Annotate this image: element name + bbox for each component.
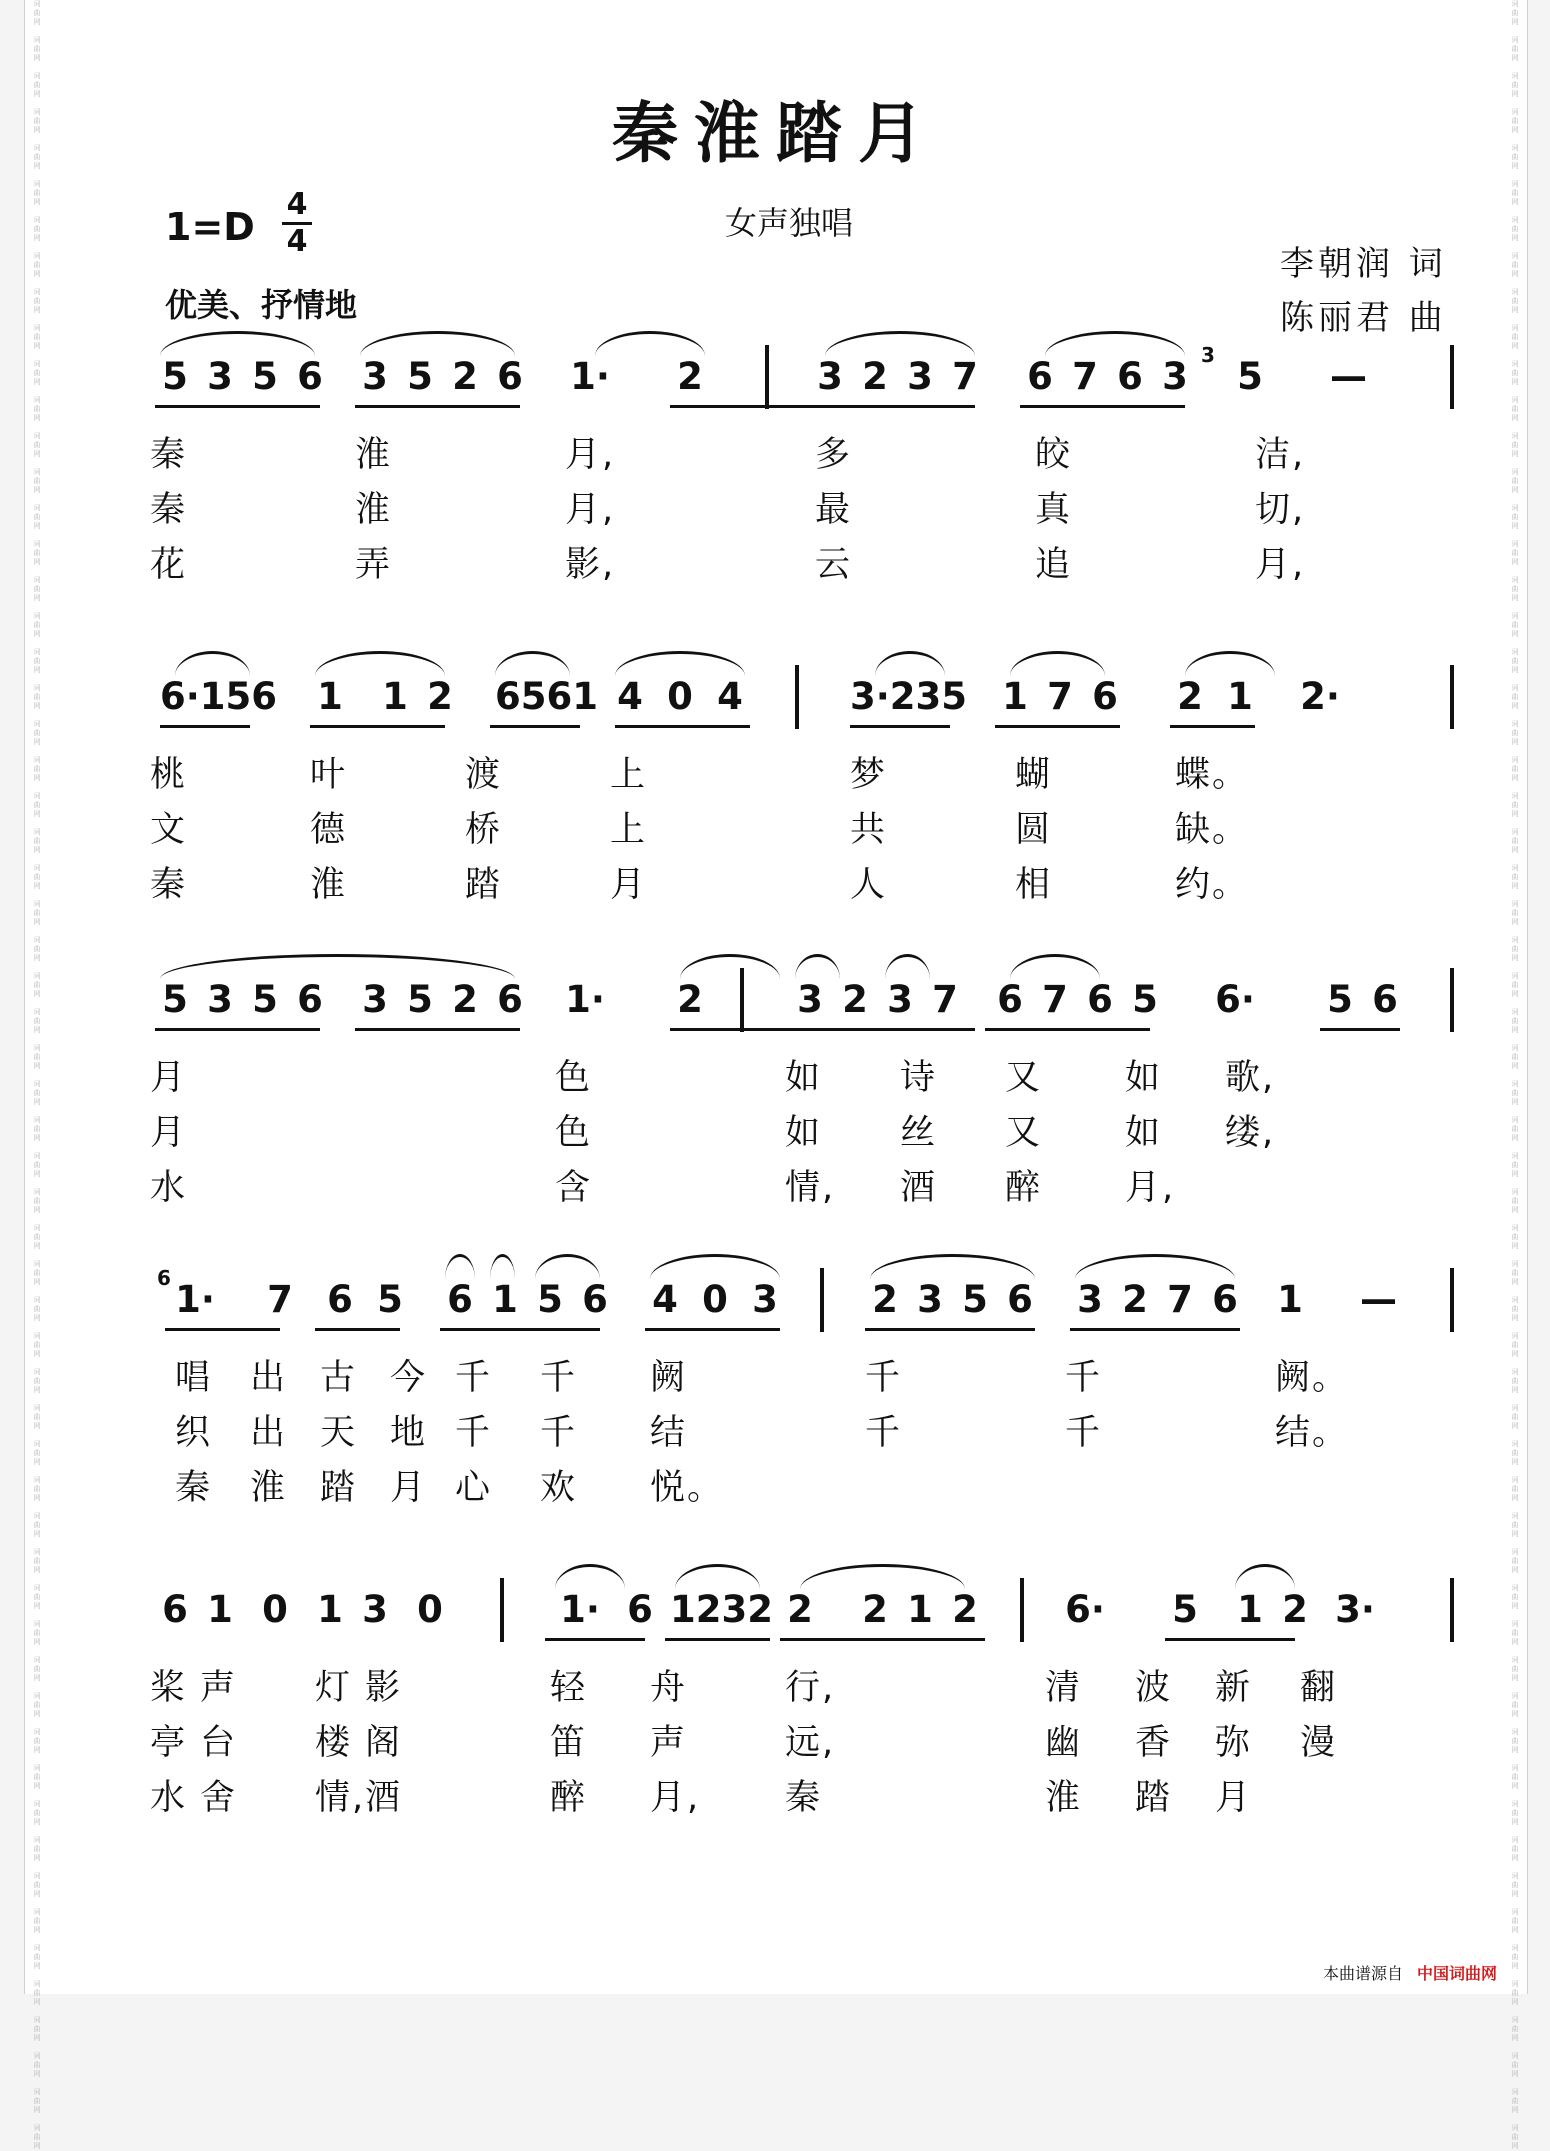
note: 3	[362, 355, 388, 398]
lyric-syllable: 秦	[150, 490, 188, 530]
lyric-syllable: 月	[390, 1468, 428, 1508]
lyric-syllable: 丝	[900, 1113, 938, 1153]
note: 6	[327, 1278, 353, 1321]
note: 7	[1167, 1278, 1193, 1321]
note: 1	[1237, 1588, 1263, 1631]
lyric-syllable: 波	[1135, 1668, 1173, 1708]
lyric-syllable: 水	[150, 1168, 188, 1208]
lyric-syllable: 千	[865, 1358, 903, 1398]
slur-mark	[795, 954, 840, 979]
slur-mark	[800, 1564, 965, 1589]
slur-mark	[160, 331, 315, 356]
beam-line	[155, 1028, 320, 1031]
note: 3·	[1335, 1588, 1375, 1631]
note: 3	[362, 1588, 388, 1631]
beam-line	[670, 405, 975, 408]
lyric-syllable: 月	[610, 865, 648, 905]
note: 6	[1027, 355, 1053, 398]
lyric-syllable: 出	[250, 1358, 288, 1398]
lyric-syllable: 文	[150, 810, 188, 850]
slur-mark	[315, 651, 445, 676]
slur-mark	[675, 1564, 760, 1589]
note: 1	[317, 675, 343, 718]
note: 5	[962, 1278, 988, 1321]
note: 6	[297, 355, 323, 398]
footer-site: 中国词曲网	[1416, 1964, 1497, 1983]
note: 4	[617, 675, 643, 718]
beam-line	[865, 1328, 1035, 1331]
bar-line	[500, 1578, 504, 1642]
time-signature-top: 4	[286, 187, 308, 222]
note: 2	[842, 978, 868, 1021]
lyric-syllable: 淮	[310, 865, 348, 905]
lyric-syllable: 幽	[1045, 1723, 1083, 1763]
lyric-syllable: 德	[310, 810, 348, 850]
lyric-syllable: 秦	[785, 1778, 823, 1818]
beam-line	[160, 725, 250, 728]
beam-line	[670, 1028, 975, 1031]
slur-mark	[175, 651, 250, 676]
note: 7	[267, 1278, 293, 1321]
note: 6·	[1215, 978, 1255, 1021]
lyricist-credit: 李朝润 词	[1280, 244, 1447, 284]
note: 6	[1092, 675, 1118, 718]
note: 6	[1117, 355, 1143, 398]
beam-line	[315, 1328, 400, 1331]
lyric-syllable: 月,	[1255, 545, 1306, 585]
lyric-syllable: 月	[1215, 1778, 1253, 1818]
lyric-syllable: 笛	[550, 1723, 588, 1763]
lyric-syllable: 如	[785, 1113, 823, 1153]
lyric-syllable: 翻	[1300, 1668, 1338, 1708]
note: 5	[162, 355, 188, 398]
lyric-syllable: 梦	[850, 755, 888, 795]
lyric-syllable: 色	[555, 1113, 593, 1153]
lyric-syllable: 桥	[465, 810, 503, 850]
bar-line	[1450, 1268, 1454, 1332]
slur-mark	[360, 331, 515, 356]
beam-line	[310, 725, 445, 728]
note: 7	[1047, 675, 1073, 718]
grace-note: 3	[1201, 343, 1215, 367]
lyric-syllable: 切,	[1255, 490, 1306, 530]
lyric-syllable: 歌,	[1225, 1058, 1276, 1098]
beam-line	[645, 1328, 780, 1331]
note: 2	[1122, 1278, 1148, 1321]
lyric-syllable: 地	[390, 1413, 428, 1453]
lyric-syllable: 醉	[550, 1778, 588, 1818]
lyric-syllable: 古	[320, 1358, 358, 1398]
lyric-syllable: 花	[150, 545, 188, 585]
lyric-syllable: 阙	[650, 1358, 688, 1398]
lyric-syllable: 醉	[1005, 1168, 1043, 1208]
note: 1	[207, 1588, 233, 1631]
note: 0	[667, 675, 693, 718]
note: 6·	[1065, 1588, 1105, 1631]
note: 5	[407, 978, 433, 1021]
lyric-syllable: 相	[1015, 865, 1053, 905]
slur-mark	[595, 331, 705, 356]
lyric-syllable: 声	[650, 1723, 688, 1763]
lyric-syllable: 阁	[365, 1723, 403, 1763]
note: 2	[677, 978, 703, 1021]
note: 2·	[1300, 675, 1340, 718]
note: 2	[452, 978, 478, 1021]
beam-line	[490, 725, 580, 728]
note: 1	[1227, 675, 1253, 718]
note: 5	[1237, 355, 1263, 398]
slur-mark	[495, 651, 570, 676]
lyric-syllable: 如	[1125, 1058, 1163, 1098]
slur-mark	[680, 954, 780, 979]
note: 1	[907, 1588, 933, 1631]
note: 6561	[495, 675, 598, 718]
lyric-syllable: 月,	[650, 1778, 701, 1818]
slur-mark	[875, 651, 945, 676]
slur-mark	[490, 1254, 515, 1279]
beam-line	[440, 1328, 600, 1331]
lyric-syllable: 灯	[315, 1668, 353, 1708]
lyric-syllable: 又	[1005, 1113, 1043, 1153]
bar-line	[765, 345, 769, 409]
lyric-syllable: 色	[555, 1058, 593, 1098]
bar-line	[1450, 968, 1454, 1032]
note: —	[1330, 355, 1367, 398]
note: 1·	[570, 355, 610, 398]
lyric-syllable: 酒	[900, 1168, 938, 1208]
lyric-syllable: 轻	[550, 1668, 588, 1708]
lyric-syllable: 秦	[150, 865, 188, 905]
note: 0	[417, 1588, 443, 1631]
note: 1232	[670, 1588, 773, 1631]
note: 0	[702, 1278, 728, 1321]
note: 3	[907, 355, 933, 398]
note: 4	[652, 1278, 678, 1321]
lyric-syllable: 千	[1065, 1358, 1103, 1398]
note: 6	[497, 355, 523, 398]
note: 1	[1002, 675, 1028, 718]
lyric-syllable: 淮	[1045, 1778, 1083, 1818]
note: 1	[317, 1588, 343, 1631]
lyric-syllable: 秦	[175, 1468, 213, 1508]
lyric-syllable: 声	[200, 1668, 238, 1708]
lyric-syllable: 人	[850, 865, 888, 905]
lyric-syllable: 舟	[650, 1668, 688, 1708]
lyric-syllable: 今	[390, 1358, 428, 1398]
note: 5	[1172, 1588, 1198, 1631]
slur-mark	[825, 331, 975, 356]
beam-line	[165, 1328, 280, 1331]
beam-line	[850, 725, 950, 728]
note: 6	[497, 978, 523, 1021]
time-signature	[280, 188, 314, 259]
lyric-syllable: 千	[540, 1358, 578, 1398]
bar-line	[1450, 345, 1454, 409]
lyric-syllable: 最	[815, 490, 853, 530]
note: 6·156	[160, 675, 278, 718]
lyric-syllable: 桨	[150, 1668, 188, 1708]
composer-credit: 陈丽君 曲	[1280, 298, 1447, 338]
beam-line	[615, 725, 750, 728]
note: 6	[162, 1588, 188, 1631]
lyric-syllable: 影	[365, 1668, 403, 1708]
note: 2	[677, 355, 703, 398]
lyric-syllable: 多	[815, 435, 853, 475]
lyric-syllable: 影,	[565, 545, 616, 585]
beam-line	[355, 1028, 520, 1031]
note: 2	[427, 675, 453, 718]
note: 1	[1277, 1278, 1303, 1321]
bar-line	[1450, 665, 1454, 729]
note: 0	[262, 1588, 288, 1631]
lyric-syllable: 约。	[1175, 865, 1250, 905]
bar-line	[740, 968, 744, 1032]
lyric-syllable: 云	[815, 545, 853, 585]
slur-mark	[555, 1564, 625, 1589]
performance-type: 女声独唱	[725, 204, 854, 242]
lyric-syllable: 如	[785, 1058, 823, 1098]
slur-mark	[1010, 651, 1105, 676]
slur-mark	[1075, 1254, 1235, 1279]
lyric-syllable: 新	[1215, 1668, 1253, 1708]
lyric-syllable: 又	[1005, 1058, 1043, 1098]
note: 3·235	[850, 675, 968, 718]
lyric-syllable: 共	[850, 810, 888, 850]
lyric-syllable: 缺。	[1175, 810, 1250, 850]
footer-credit	[1323, 1961, 1497, 1984]
slur-mark	[445, 1254, 475, 1279]
slur-mark	[1045, 331, 1185, 356]
note: 6	[297, 978, 323, 1021]
beam-line	[1020, 405, 1185, 408]
lyric-syllable: 行,	[785, 1668, 836, 1708]
key-signature: 1=D	[165, 205, 255, 249]
lyric-syllable: 千	[455, 1358, 493, 1398]
lyric-syllable: 台	[200, 1723, 238, 1763]
note: 2	[1177, 675, 1203, 718]
lyric-syllable: 秦	[150, 435, 188, 475]
lyric-syllable: 蝶。	[1175, 755, 1250, 795]
lyric-syllable: 结。	[1275, 1413, 1350, 1453]
note: 1·	[565, 978, 605, 1021]
lyric-syllable: 蝴	[1015, 755, 1053, 795]
note: 7	[1072, 355, 1098, 398]
slur-mark	[160, 954, 515, 979]
lyric-syllable: 踏	[1135, 1778, 1173, 1818]
note: 7	[1042, 978, 1068, 1021]
lyric-syllable: 欢	[540, 1468, 578, 1508]
note: 1·	[175, 1278, 215, 1321]
lyric-syllable: 淮	[355, 490, 393, 530]
lyric-syllable: 酒	[365, 1778, 403, 1818]
note: 2	[1282, 1588, 1308, 1631]
lyric-syllable: 月	[150, 1058, 188, 1098]
beam-line	[1070, 1328, 1240, 1331]
note: 6	[447, 1278, 473, 1321]
lyric-syllable: 上	[610, 810, 648, 850]
lyric-syllable: 月,	[565, 490, 616, 530]
lyric-syllable: 天	[320, 1413, 358, 1453]
time-signature-bottom: 4	[286, 224, 308, 259]
note: 7	[952, 355, 978, 398]
note: 5	[537, 1278, 563, 1321]
lyric-syllable: 圆	[1015, 810, 1053, 850]
beam-line	[1170, 725, 1255, 728]
beam-line	[985, 1028, 1150, 1031]
note: 5	[162, 978, 188, 1021]
beam-line	[355, 405, 520, 408]
note: 1	[492, 1278, 518, 1321]
song-title: 秦淮踏月	[612, 94, 940, 172]
side-watermark-right: 词 曲 网 词 曲 网 词 曲 网 词 曲 网 词 曲 网 词 曲 网 词 曲 网 词 曲 网 词 曲 网 词 曲 网 词 曲 网 词 曲 网 词 曲 网 词 曲 网 词 曲 网 词 曲 网 词 曲 网 词 曲 网 词 曲 网 词 曲 网 词 曲 网 词 曲 网 词 曲 网 词 曲 网 词 曲 网 词 曲 网 词 曲 网 词 曲 网 词 曲 网 词 曲 网 词 曲 网 词 曲 网 词 曲 网 词 曲 网 词 曲 网 词 曲 网 词 曲 网 词 曲 网 词 曲 网 词 曲 网 词 曲 网 词 曲 网 词 曲 网 词 曲 网 词 曲 网 词 曲 网 词 曲 网 词 曲 网 词 曲 网 词 曲 网 词 曲 网 词 曲 网 词 曲 网 词 曲 网 词 曲 网 词 曲 网 词 曲 网 词 曲 网 词 曲 网 词 曲 网	[1511, 0, 1519, 2150]
note: 5	[1327, 978, 1353, 1021]
bar-line	[795, 665, 799, 729]
note: 6	[582, 1278, 608, 1321]
beam-line	[995, 725, 1120, 728]
slur-mark	[615, 651, 745, 676]
note: 5	[252, 355, 278, 398]
slur-mark	[650, 1254, 780, 1279]
tempo-marking: 优美、抒情地	[165, 286, 358, 324]
lyric-syllable: 香	[1135, 1723, 1173, 1763]
lyric-syllable: 情,	[315, 1778, 366, 1818]
note: 3	[797, 978, 823, 1021]
beam-line	[1320, 1028, 1400, 1031]
lyric-syllable: 踏	[320, 1468, 358, 1508]
lyric-syllable: 清	[1045, 1668, 1083, 1708]
slur-mark	[535, 1254, 600, 1279]
note: 2	[872, 1278, 898, 1321]
note: 3	[207, 355, 233, 398]
note: 2	[952, 1588, 978, 1631]
lyric-syllable: 弥	[1215, 1723, 1253, 1763]
lyric-syllable: 洁,	[1255, 435, 1306, 475]
lyric-syllable: 月,	[565, 435, 616, 475]
side-watermark-left: 词 曲 网 词 曲 网 词 曲 网 词 曲 网 词 曲 网 词 曲 网 词 曲 网 词 曲 网 词 曲 网 词 曲 网 词 曲 网 词 曲 网 词 曲 网 词 曲 网 词 曲 网 词 曲 网 词 曲 网 词 曲 网 词 曲 网 词 曲 网 词 曲 网 词 曲 网 词 曲 网 词 曲 网 词 曲 网 词 曲 网 词 曲 网 词 曲 网 词 曲 网 词 曲 网 词 曲 网 词 曲 网 词 曲 网 词 曲 网 词 曲 网 词 曲 网 词 曲 网 词 曲 网 词 曲 网 词 曲 网 词 曲 网 词 曲 网 词 曲 网 词 曲 网 词 曲 网 词 曲 网 词 曲 网 词 曲 网 词 曲 网 词 曲 网 词 曲 网 词 曲 网 词 曲 网 词 曲 网 词 曲 网 词 曲 网 词 曲 网 词 曲 网 词 曲 网 词 曲 网	[33, 0, 41, 2150]
lyric-syllable: 千	[455, 1413, 493, 1453]
lyric-syllable: 皎	[1035, 435, 1073, 475]
note: 2	[862, 1588, 888, 1631]
lyric-syllable: 月,	[1125, 1168, 1176, 1208]
note: 3	[207, 978, 233, 1021]
beam-line	[545, 1638, 645, 1641]
note: 6	[997, 978, 1023, 1021]
note: 6	[627, 1588, 653, 1631]
lyric-syllable: 含	[555, 1168, 593, 1208]
note: 3	[1077, 1278, 1103, 1321]
note: 2	[452, 355, 478, 398]
lyric-syllable: 远,	[785, 1723, 836, 1763]
grace-note: 6	[157, 1266, 171, 1290]
lyric-syllable: 舍	[200, 1778, 238, 1818]
lyric-syllable: 弄	[355, 545, 393, 585]
slur-mark	[885, 954, 930, 979]
lyric-syllable: 楼	[315, 1723, 353, 1763]
lyric-syllable: 淮	[250, 1468, 288, 1508]
lyric-syllable: 如	[1125, 1113, 1163, 1153]
note: 3	[817, 355, 843, 398]
lyric-syllable: 桃	[150, 755, 188, 795]
beam-line	[1165, 1638, 1295, 1641]
lyric-syllable: 出	[250, 1413, 288, 1453]
note: 5	[377, 1278, 403, 1321]
lyric-syllable: 渡	[465, 755, 503, 795]
note: 7	[932, 978, 958, 1021]
footer-source: 本曲谱源自	[1322, 1964, 1403, 1983]
note: 6	[1087, 978, 1113, 1021]
lyric-syllable: 千	[1065, 1413, 1103, 1453]
note: 3	[917, 1278, 943, 1321]
lyric-syllable: 上	[610, 755, 648, 795]
lyric-syllable: 漫	[1300, 1723, 1338, 1763]
lyric-syllable: 诗	[900, 1058, 938, 1098]
note: 5	[407, 355, 433, 398]
note: 1·	[560, 1588, 600, 1631]
beam-line	[155, 405, 320, 408]
lyric-syllable: 真	[1035, 490, 1073, 530]
note: 2	[862, 355, 888, 398]
score-page	[24, 0, 1528, 2150]
note: 6	[1007, 1278, 1033, 1321]
note: 5	[252, 978, 278, 1021]
lyric-syllable: 踏	[465, 865, 503, 905]
slur-mark	[1185, 651, 1275, 676]
lyric-syllable: 悦。	[650, 1468, 725, 1508]
lyric-syllable: 心	[455, 1468, 493, 1508]
slur-mark	[1235, 1564, 1295, 1589]
bar-line	[1020, 1578, 1024, 1642]
note: 4	[717, 675, 743, 718]
note: 2	[787, 1588, 813, 1631]
note: 6	[1372, 978, 1398, 1021]
lyric-syllable: 水	[150, 1778, 188, 1818]
beam-line	[665, 1638, 770, 1641]
note: 3	[1162, 355, 1188, 398]
slur-mark	[870, 1254, 1035, 1279]
note: 3	[887, 978, 913, 1021]
lyric-syllable: 千	[540, 1413, 578, 1453]
lyric-syllable: 亭	[150, 1723, 188, 1763]
lyric-syllable: 阙。	[1275, 1358, 1350, 1398]
lyric-syllable: 织	[175, 1413, 213, 1453]
beam-line	[780, 1638, 985, 1641]
lyric-syllable: 叶	[310, 755, 348, 795]
lyric-syllable: 千	[865, 1413, 903, 1453]
bar-line	[1450, 1578, 1454, 1642]
lyric-syllable: 唱	[175, 1358, 213, 1398]
lyric-syllable: 月	[150, 1113, 188, 1153]
lyric-syllable: 追	[1035, 545, 1073, 585]
lyric-syllable: 结	[650, 1413, 688, 1453]
lyric-syllable: 情,	[785, 1168, 836, 1208]
note: 6	[1212, 1278, 1238, 1321]
note: 3	[752, 1278, 778, 1321]
lyric-syllable: 缕,	[1225, 1113, 1276, 1153]
note: —	[1360, 1278, 1397, 1321]
slur-mark	[1010, 954, 1100, 979]
note: 3	[362, 978, 388, 1021]
note: 5	[1132, 978, 1158, 1021]
note: 1	[382, 675, 408, 718]
bar-line	[820, 1268, 824, 1332]
lyric-syllable: 淮	[355, 435, 393, 475]
